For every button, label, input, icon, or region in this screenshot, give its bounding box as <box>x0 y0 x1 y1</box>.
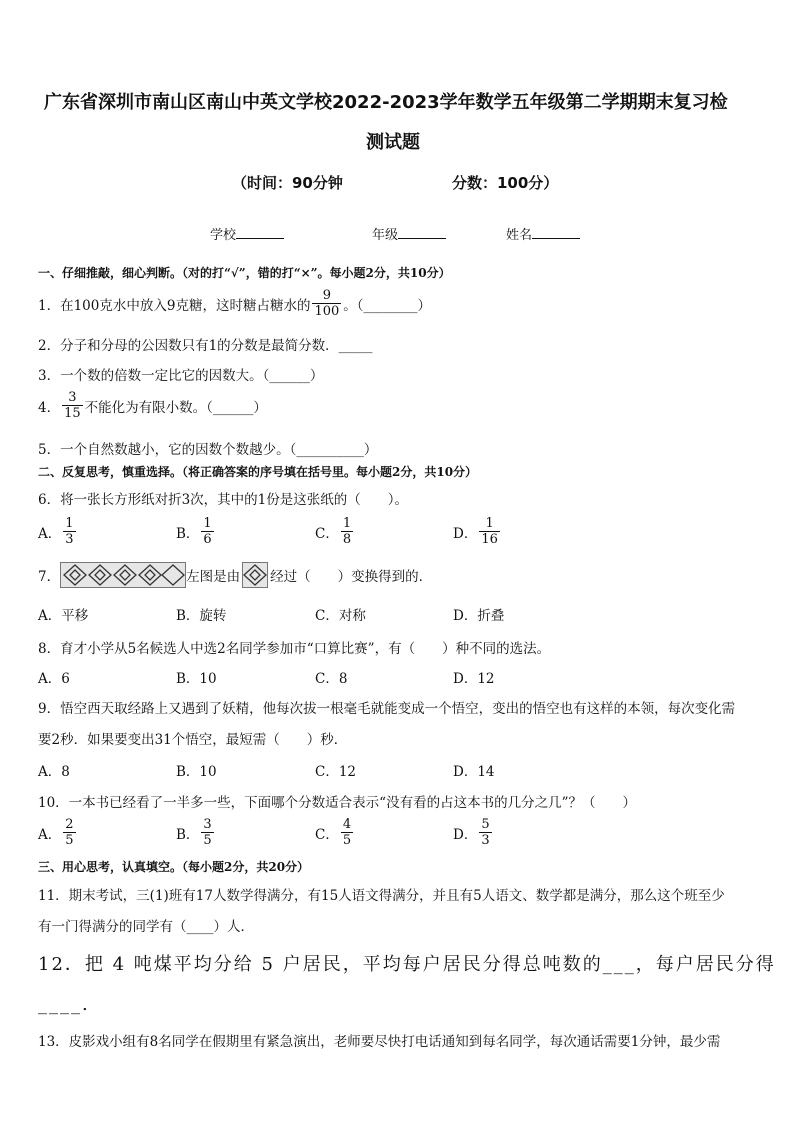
school-field <box>210 224 284 243</box>
name-blank <box>532 226 580 239</box>
q9-option-a: A．8 <box>38 764 70 780</box>
question-13-line1: 13．皮影戏小组有8名同学在假期里有紧急演出，老师要尽快打电话通知到每名同学，每次通话需要1分钟，最少需 <box>38 1034 721 1050</box>
q7-option-c: C．对称 <box>315 608 366 624</box>
section-2-heading: 二、反复思考，慎重选择。（将正确答案的序号填在括号里。每小题2分，共10分） <box>38 465 478 479</box>
question-12-line1: 12．把 4 吨煤平均分给 5 户居民，平均每户居民分得总吨数的___，每户居民分得 <box>38 954 776 975</box>
question-6: 6．将一张长方形纸对折3次，其中的1份是这张纸的（ ）。 <box>38 492 409 508</box>
name-field <box>506 224 580 243</box>
q8-option-b: B．10 <box>176 671 217 687</box>
q9-option-c: C．12 <box>315 764 357 780</box>
question-9-line2: 要2秒．如果要变出31个悟空，最短需（ ）秒． <box>38 732 348 748</box>
q6-option-d: D． $\frac{1}{16}$ <box>453 516 498 547</box>
pattern-unit-image <box>242 562 268 588</box>
q7-option-a: A．平移 <box>38 608 89 624</box>
q4-number: 4． <box>38 399 61 416</box>
question-4 <box>38 390 267 421</box>
q10-option-b: B． $\frac{3}{5}$ <box>176 817 212 848</box>
question-11-line1: 11．期末考试，三(1)班有17人数学得满分，有15人语文得满分，并且有5人语文、数学都是满分，那么这个班至少 <box>38 888 725 904</box>
school-label: 学校 <box>210 228 237 243</box>
q1-fraction: $\frac{9}{100}$ <box>314 288 340 319</box>
school-blank <box>236 226 284 239</box>
question-2: 2．分子和分母的公因数只有1的分数是最简分数．_____ <box>38 338 373 354</box>
page-title-line2: 测试题 <box>366 132 420 153</box>
name-label: 姓名 <box>506 228 533 243</box>
pattern-strip-image <box>60 562 186 588</box>
q7-option-b: B．旋转 <box>176 608 227 624</box>
question-11-line2: 有一门得满分的同学有（____）人． <box>38 919 254 935</box>
time-label: （时间：90分钟 <box>232 174 343 192</box>
q1-answer-blank: 。（________） <box>343 297 432 314</box>
section-1-heading: 一、仔细推敲，细心判断。（对的打“√”，错的打“×”。每小题2分，共10分） <box>38 266 451 280</box>
question-9-line1: 9．悟空西天取经路上又遇到了妖精，他每次拔一根毫毛就能变成一个悟空，变出的悟空也有这样的本领，每次变化需 <box>38 701 736 717</box>
grade-field <box>372 224 446 243</box>
q6-option-a: A． $\frac{1}{3}$ <box>38 516 74 547</box>
q8-option-d: D．12 <box>453 671 495 687</box>
question-7 <box>38 562 432 588</box>
q9-option-b: B．10 <box>176 764 217 780</box>
question-5: 5．一个自然数越小，它的因数个数越少。（__________） <box>38 442 378 458</box>
question-8: 8．育才小学从5名候选人中选2名同学参加市“口算比赛”，有（ ）种不同的选法。 <box>38 641 551 657</box>
grade-label: 年级 <box>372 228 399 243</box>
question-12-line2: ____. <box>38 994 90 1015</box>
q7-text-post: 经过（ ）变换得到的． <box>270 569 433 585</box>
q1-text: 1．在100克水中放入9克糖，这时糖占糖水的 <box>38 297 311 314</box>
section-3-heading: 三、用心思考，认真填空。（每小题2分，共20分） <box>38 860 310 874</box>
page-title-line1: 广东省深圳市南山区南山中英文学校2022-2023学年数学五年级第二学期期末复习检 <box>44 92 728 113</box>
q7-number: 7． <box>38 569 61 585</box>
q9-option-d: D．14 <box>453 764 495 780</box>
q8-option-a: A．6 <box>38 671 70 687</box>
q10-option-d: D． $\frac{5}{3}$ <box>453 817 490 848</box>
q6-option-c: C． $\frac{1}{8}$ <box>315 516 352 547</box>
grade-blank <box>398 226 446 239</box>
q4-text: 不能化为有限小数。（______） <box>84 399 267 416</box>
q6-option-b: B． $\frac{1}{6}$ <box>176 516 212 547</box>
q10-option-a: A． $\frac{2}{5}$ <box>38 817 74 848</box>
score-label: 分数：100分） <box>452 174 559 192</box>
question-10: 10．一本书已经看了一半多一些，下面哪个分数适合表示“没有看的占这本书的几分之几”？（ ） <box>38 795 636 811</box>
question-3: 3．一个数的倍数一定比它的因数大。（______） <box>38 368 324 384</box>
q8-option-c: C．8 <box>315 671 348 687</box>
q7-option-d: D．折叠 <box>453 608 505 624</box>
q7-text-mid: 左图是由 <box>186 569 241 585</box>
q10-option-c: C． $\frac{4}{5}$ <box>315 817 352 848</box>
question-1 <box>38 288 431 319</box>
q4-fraction: $\frac{3}{15}$ <box>64 390 81 421</box>
